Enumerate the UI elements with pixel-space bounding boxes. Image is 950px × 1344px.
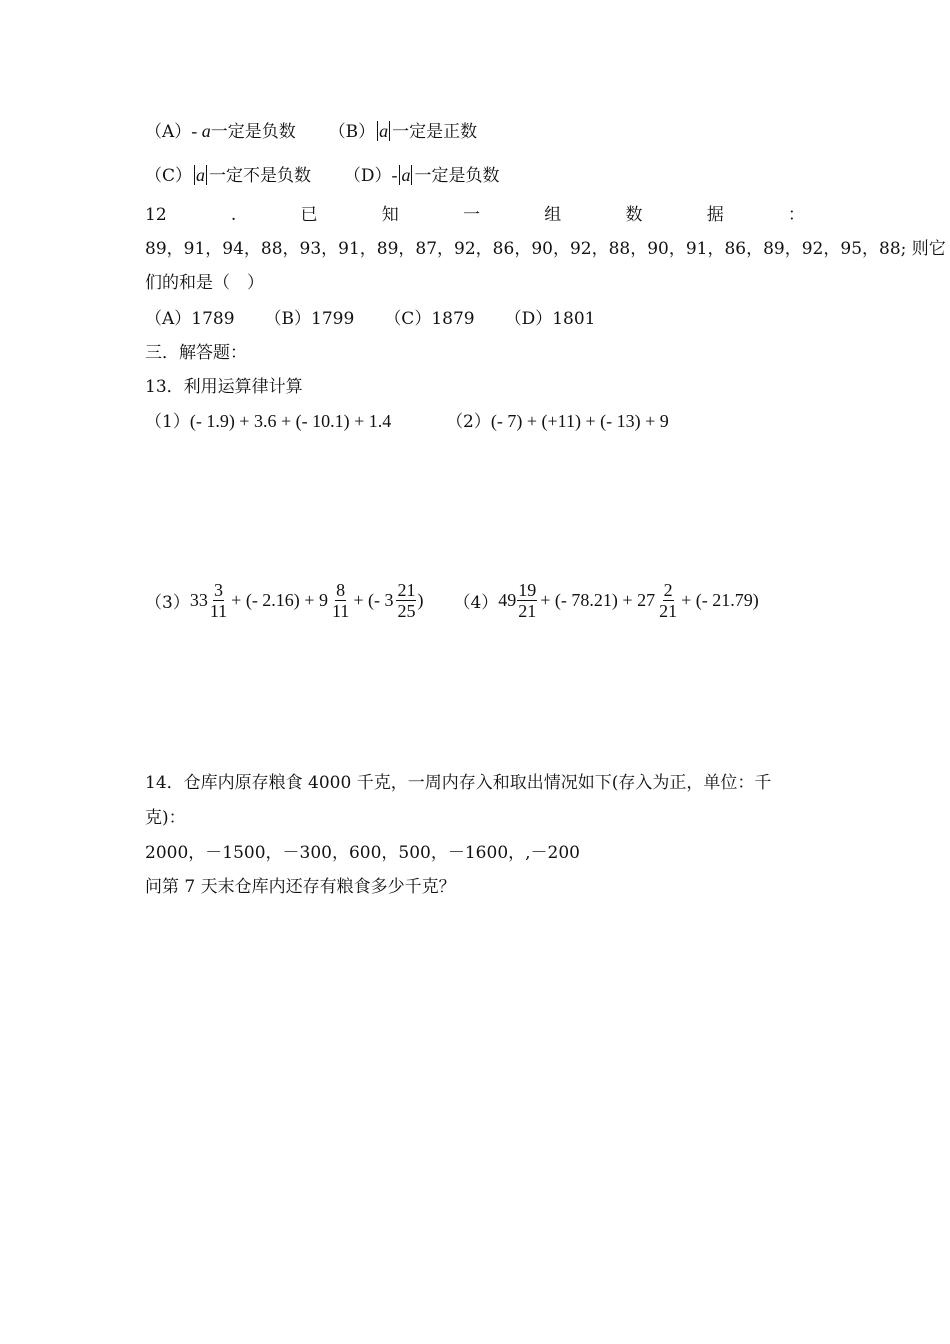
q11-option-c-abs: a <box>196 165 206 185</box>
fraction-denominator: 11 <box>331 601 350 621</box>
q13-p3-fraction-2 <box>331 580 350 621</box>
fraction-numerator: 21 <box>397 580 416 600</box>
q12-word: 据 <box>706 205 724 225</box>
q13-p3-middle-1: + (- 2.16) + 9 <box>231 590 328 610</box>
q13-p4-end: + (- 21.79) <box>681 590 759 610</box>
q13-p3-fraction-1 <box>209 580 228 621</box>
q13-row-1 <box>145 410 669 433</box>
q14-data: 2000，－1500，－300，600，500，－1600，,－200 <box>145 843 580 863</box>
q12-word: 一 <box>462 205 480 225</box>
q13-row-2 <box>145 580 759 621</box>
fraction-numerator: 19 <box>518 580 537 600</box>
q11-option-d-label: （D） <box>343 166 392 186</box>
fraction-denominator: 11 <box>209 601 228 621</box>
q11-option-b-abs: a <box>379 121 389 141</box>
q13-p1-expr: (- 1.9) + 3.6 + (- 10.1) + 1.4 <box>189 411 392 431</box>
q12-word: 已 <box>300 205 318 225</box>
q11-option-row-2 <box>145 164 499 187</box>
fraction-numerator: 3 <box>214 580 223 600</box>
q12-word: 12 <box>145 205 167 225</box>
q14-line-2: 克)： <box>145 808 186 828</box>
q12-word: ： <box>787 205 805 225</box>
q13-p3-label: （3） <box>145 593 190 613</box>
fraction-numerator: 2 <box>663 580 673 600</box>
q13-title: 13．利用运算律计算 <box>145 377 303 397</box>
q11-option-row-1 <box>145 120 477 143</box>
q12-data-line: 89，91，94，88，93，91，89，87，92，86，90，92，88，90，91，86，89，92，95，88; 则它 <box>145 239 946 259</box>
q12-options <box>145 308 596 330</box>
q11-option-d-abs: a <box>401 165 411 185</box>
q12-question-end: 们的和是（ ） <box>145 273 264 293</box>
q13-p4-label: （4） <box>453 593 499 613</box>
q11-option-d-text: 一定是负数 <box>414 166 500 186</box>
fraction-denominator: 25 <box>397 601 416 621</box>
q13-p3-middle-2: + (- 3 <box>353 590 394 610</box>
q13-p3-end: ) <box>417 590 424 610</box>
q14-line-1: 14．仓库内原存粮食 4000 千克，一周内存入和取出情况如下(存入为正，单位：千 <box>145 773 772 793</box>
q11-option-c-label: （C） <box>145 166 193 186</box>
q12-word: 数 <box>625 205 643 225</box>
q12-heading-spread <box>145 204 805 226</box>
q12-word: . <box>230 205 237 225</box>
q11-option-d-prefix: - <box>391 165 398 185</box>
q14-question: 问第 7 天末仓库内还存有粮食多少千克？ <box>145 877 456 897</box>
q11-option-a-text: 一定是负数 <box>210 122 296 142</box>
q11-option-a-expr: - a <box>191 121 211 141</box>
q13-p2-label: （2） <box>446 412 491 432</box>
q12-option-d: （D）1801 <box>504 309 596 329</box>
q13-p1-label: （1） <box>145 412 190 432</box>
q11-option-c-text: 一定不是负数 <box>209 166 312 186</box>
q13-p3-fraction-3 <box>396 580 416 621</box>
q13-p4-fraction-2 <box>658 580 678 621</box>
fraction-denominator: 21 <box>659 601 678 621</box>
q13-p3-whole-1: 33 <box>189 590 208 610</box>
q11-option-a-label: （A） <box>145 122 192 142</box>
fraction-numerator: 8 <box>336 580 346 600</box>
q13-p4-whole-1: 49 <box>498 590 517 610</box>
q13-p2-expr: (- 7) + (+11) + (- 13) + 9 <box>490 411 669 431</box>
q12-option-a: （A）1789 <box>145 309 235 329</box>
q12-option-c: （C）1879 <box>384 309 475 329</box>
q13-p4-middle-1: + (- 78.21) + 27 <box>540 590 656 610</box>
q11-option-b-label: （B） <box>328 122 376 142</box>
fraction-denominator: 21 <box>518 601 537 621</box>
q12-word: 组 <box>544 205 562 225</box>
q13-p4-fraction-1 <box>517 580 537 621</box>
section-title: 三．解答题： <box>145 343 247 363</box>
q12-word: 知 <box>381 205 399 225</box>
q12-option-b: （B）1799 <box>264 309 355 329</box>
q11-option-b-text: 一定是正数 <box>392 122 478 142</box>
